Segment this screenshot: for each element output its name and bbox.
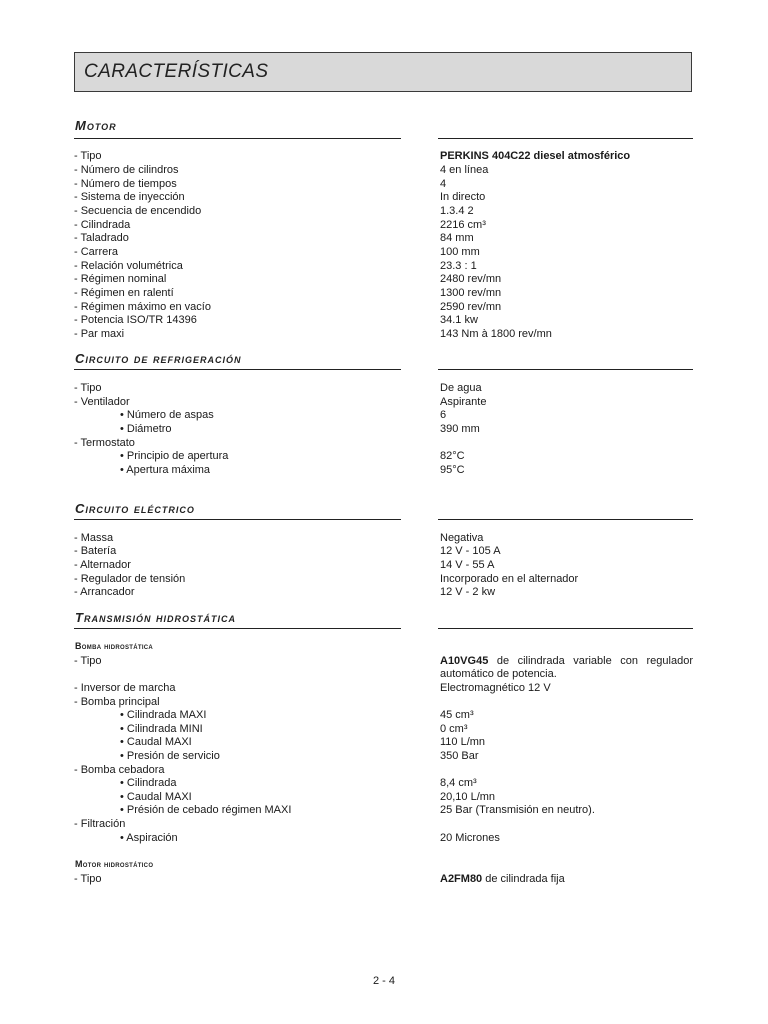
page-header — [74, 52, 692, 92]
spec-label: - Carrera — [74, 246, 119, 258]
spec-label: - Sistema de inyección — [74, 191, 185, 203]
spec-row — [0, 328, 768, 342]
spec-row — [0, 191, 768, 205]
spec-value: 12 V - 105 A — [440, 545, 501, 557]
spec-label: - Tipo — [74, 873, 102, 885]
spec-label: - Par maxi — [74, 328, 125, 340]
spec-label: • Cilindrada MAXI — [120, 709, 207, 721]
spec-value: 143 Nm à 1800 rev/mn — [440, 328, 552, 340]
spec-label: • Diámetro — [120, 423, 172, 435]
spec-value: 350 Bar — [440, 750, 479, 762]
spec-label: - Bomba cebadora — [74, 764, 165, 776]
pump-description: de cilindrada variable con regulador automático de potencia. — [440, 655, 693, 680]
spec-label: - Régimen en ralentí — [74, 287, 174, 299]
spec-value: Incorporado en el alternador — [440, 573, 579, 585]
spec-value: 95°C — [440, 464, 465, 476]
spec-label: • Caudal MAXI — [120, 791, 192, 803]
spec-value: 1.3.4 2 — [440, 205, 474, 217]
spec-value: 390 mm — [440, 423, 480, 435]
spec-label: - Relación volumétrica — [74, 260, 183, 272]
section-rule-right — [438, 369, 693, 370]
spec-label: - Inversor de marcha — [74, 682, 176, 694]
motor-model: A2FM80 — [440, 873, 483, 885]
spec-row — [0, 559, 768, 573]
spec-row — [0, 832, 768, 846]
spec-label: • Principio de apertura — [120, 450, 229, 462]
spec-label: - Termostato — [74, 437, 135, 449]
spec-row — [0, 301, 768, 315]
spec-label: - Secuencia de encendido — [74, 205, 202, 217]
section-rule-left — [74, 519, 401, 520]
spec-row — [0, 532, 768, 546]
section-title-motor: Motor — [75, 118, 117, 133]
page-number: 2 - 4 — [372, 975, 395, 987]
section-rule-left — [74, 369, 401, 370]
spec-label: - Arrancador — [74, 586, 135, 598]
spec-label: - Régimen nominal — [74, 273, 167, 285]
spec-row — [0, 382, 768, 396]
spec-row — [0, 464, 768, 478]
spec-row — [0, 205, 768, 219]
spec-label: - Tipo — [74, 150, 102, 162]
spec-row — [0, 314, 768, 328]
spec-value: De agua — [440, 382, 482, 394]
spec-value: 0 cm³ — [440, 723, 468, 735]
section-rule-right — [438, 138, 693, 139]
section-title-transmision: Transmisión hidrostática — [75, 610, 237, 625]
spec-value: 1300 rev/mn — [440, 287, 502, 299]
spec-row — [0, 873, 768, 887]
spec-label: - Ventilador — [74, 396, 130, 408]
spec-label: - Número de tiempos — [74, 178, 177, 190]
spec-row — [0, 219, 768, 233]
spec-row — [0, 682, 768, 696]
spec-label: - Massa — [74, 532, 114, 544]
spec-value: 110 L/mn — [440, 736, 486, 748]
spec-row — [0, 273, 768, 287]
spec-row — [0, 164, 768, 178]
motor-description: de cilindrada fija — [482, 873, 565, 885]
spec-value: 12 V - 2 kw — [440, 586, 496, 598]
spec-value: 14 V - 55 A — [440, 559, 495, 571]
spec-value: 2480 rev/mn — [440, 273, 502, 285]
spec-value: 100 mm — [440, 246, 480, 258]
spec-value — [440, 655, 693, 681]
spec-row — [0, 150, 768, 164]
spec-row — [0, 791, 768, 805]
spec-row — [0, 423, 768, 437]
spec-label: - Cilindrada — [74, 219, 131, 231]
spec-row — [0, 750, 768, 764]
spec-label: • Présión de cebado régimen MAXI — [120, 804, 292, 816]
spec-value: 34.1 kw — [440, 314, 478, 326]
subsection-title-bomba: Bomba hidrostática — [75, 641, 154, 651]
spec-row — [0, 586, 768, 600]
spec-label: • Cilindrada MINI — [120, 723, 203, 735]
spec-row — [0, 178, 768, 192]
spec-row — [0, 545, 768, 559]
spec-value: Negativa — [440, 532, 484, 544]
page-title: CARACTERÍSTICAS — [84, 61, 269, 82]
section-rule-right — [438, 519, 693, 520]
spec-label: • Número de aspas — [120, 409, 214, 421]
spec-label: - Tipo — [74, 655, 102, 667]
spec-value: 4 en línea — [440, 164, 489, 176]
spec-label: - Régimen máximo en vacío — [74, 301, 211, 313]
spec-row — [0, 655, 768, 683]
spec-value: 25 Bar (Transmisión en neutro). — [440, 804, 595, 816]
spec-row — [0, 804, 768, 818]
spec-row — [0, 232, 768, 246]
spec-label: • Apertura máxima — [120, 464, 211, 476]
spec-row — [0, 709, 768, 723]
section-rule-left — [74, 138, 401, 139]
spec-row — [0, 696, 768, 710]
section-rule-right — [438, 628, 693, 629]
spec-row — [0, 437, 768, 451]
spec-label: • Aspiración — [120, 832, 178, 844]
spec-value: 4 — [440, 178, 447, 190]
spec-value: 6 — [440, 409, 447, 421]
spec-value: In directo — [440, 191, 486, 203]
spec-value: 45 cm³ — [440, 709, 474, 721]
spec-label: • Cilindrada — [120, 777, 177, 789]
spec-row — [0, 818, 768, 832]
spec-label: - Tipo — [74, 382, 102, 394]
spec-value: Aspirante — [440, 396, 487, 408]
spec-row — [0, 736, 768, 750]
spec-label: - Bomba principal — [74, 696, 160, 708]
spec-value: Electromagnético 12 V — [440, 682, 551, 694]
spec-row — [0, 777, 768, 791]
spec-value: PERKINS 404C22 diesel atmosférico — [440, 150, 631, 162]
spec-value: 20 Micrones — [440, 832, 500, 844]
spec-row — [0, 396, 768, 410]
spec-label: - Potencia ISO/TR 14396 — [74, 314, 197, 326]
spec-row — [0, 764, 768, 778]
spec-row — [0, 450, 768, 464]
spec-value: 20,10 L/mn — [440, 791, 496, 803]
spec-label: • Caudal MAXI — [120, 736, 192, 748]
spec-value: 2216 cm³ — [440, 219, 486, 231]
spec-row — [0, 409, 768, 423]
subsection-title-motor-hidrostatico: Motor hidrostático — [75, 859, 154, 869]
spec-label: - Número de cilindros — [74, 164, 179, 176]
spec-value: 23.3 : 1 — [440, 260, 477, 272]
section-title-refrigeracion: Circuito de refrigeración — [75, 351, 242, 366]
spec-row — [0, 723, 768, 737]
spec-value — [440, 873, 565, 886]
spec-value: 84 mm — [440, 232, 474, 244]
spec-row — [0, 287, 768, 301]
spec-label: - Filtración — [74, 818, 126, 830]
spec-row — [0, 573, 768, 587]
spec-label: - Regulador de tensión — [74, 573, 186, 585]
spec-label: • Presión de servicio — [120, 750, 220, 762]
spec-label: - Taladrado — [74, 232, 129, 244]
spec-row — [0, 260, 768, 274]
spec-value: 8,4 cm³ — [440, 777, 477, 789]
spec-label: - Alternador — [74, 559, 131, 571]
section-rule-left — [74, 628, 401, 629]
spec-value: 82°C — [440, 450, 465, 462]
section-title-electrico: Circuito eléctrico — [75, 501, 195, 516]
pump-model: A10VG45 — [440, 655, 489, 667]
spec-label: - Batería — [74, 545, 117, 557]
spec-value: 2590 rev/mn — [440, 301, 502, 313]
spec-row — [0, 246, 768, 260]
